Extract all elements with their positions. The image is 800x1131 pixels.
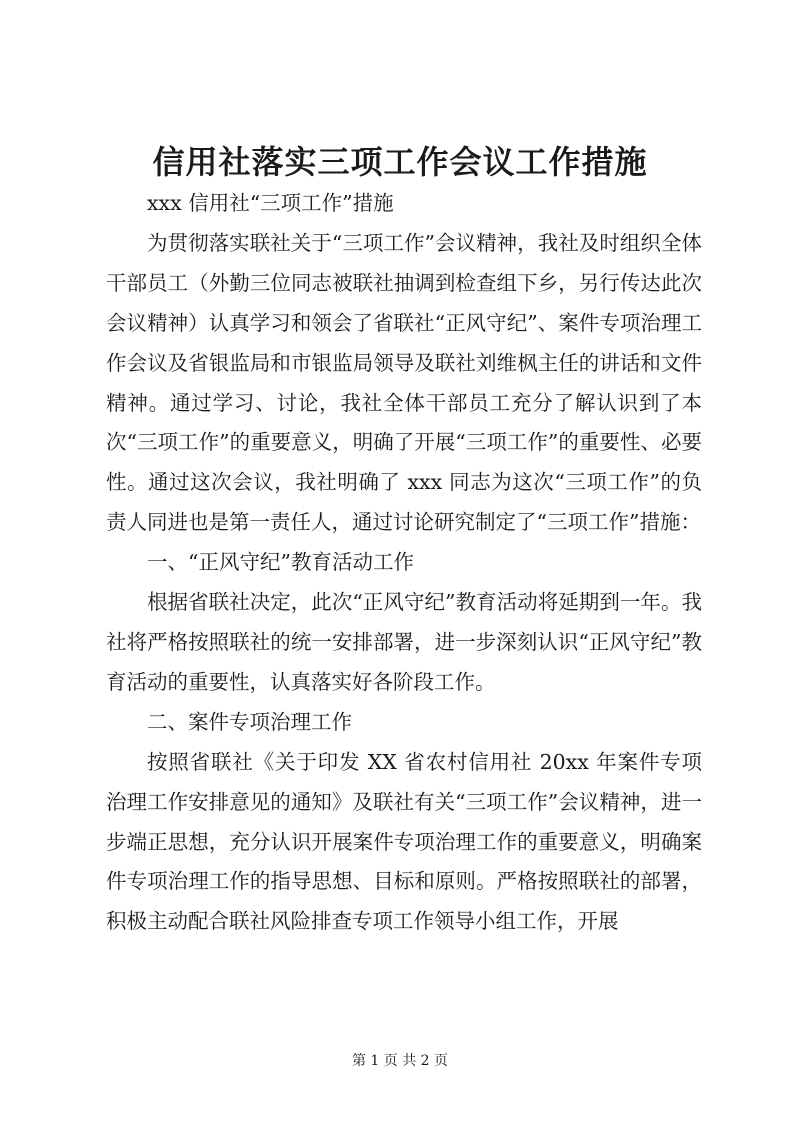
- section-heading-2: 二、案件专项治理工作: [147, 709, 352, 734]
- section-1-paragraph: 根据省联社决定，此次“正风守纪”教育活动将延期到一年。我社将严格按照联社的统一安排部署，进一步深刻认识“正风守纪”教育活动的重要性，认真落实好各阶段工作。: [106, 590, 702, 694]
- subtitle-paragraph: xxx 信用社“三项工作”措施: [147, 191, 394, 215]
- section-heading-1: 一、“正风守纪”教育活动工作: [147, 550, 414, 575]
- page-footer: 第 1 页 共 2 页: [351, 1053, 449, 1069]
- section-2-paragraph: 按照省联社《关于印发 XX 省农村信用社 20xx 年案件专项治理工作安排意见的通知》及联社有关“三项工作”会议精神，进一步端正思想，充分认识开展案件专项治理工作的重要意义，明确案件专项治理工作的指导思想、目标和原则。严格按照联社的部署，积极主动配合联社风险排查专项工作领导小组工作，开展: [106, 749, 702, 934]
- intro-paragraph: 为贯彻落实联社关于“三项工作”会议精神，我社及时组织全体干部员工（外勤三位同志被联社抽调到检查组下乡，另行传达此次会议精神）认真学习和领会了省联社“正风守纪”、案件专项治理工作会议及省银监局和市银监局领导及联社刘维枫主任的讲话和文件精神。通过学习、讨论，我社全体干部员工充分了解认识到了本次“三项工作”的重要意义，明确了开展“三项工作”的重要性、必要性。通过这次会议，我社明确了 xxx 同志为这次“三项工作”的负责人同进也是第一责任人，通过讨论研究制定了“三项工作”措施：: [106, 230, 702, 535]
- document-body: [106, 184, 702, 942]
- document-title: 信用社落实三项工作会议工作措施: [152, 143, 648, 181]
